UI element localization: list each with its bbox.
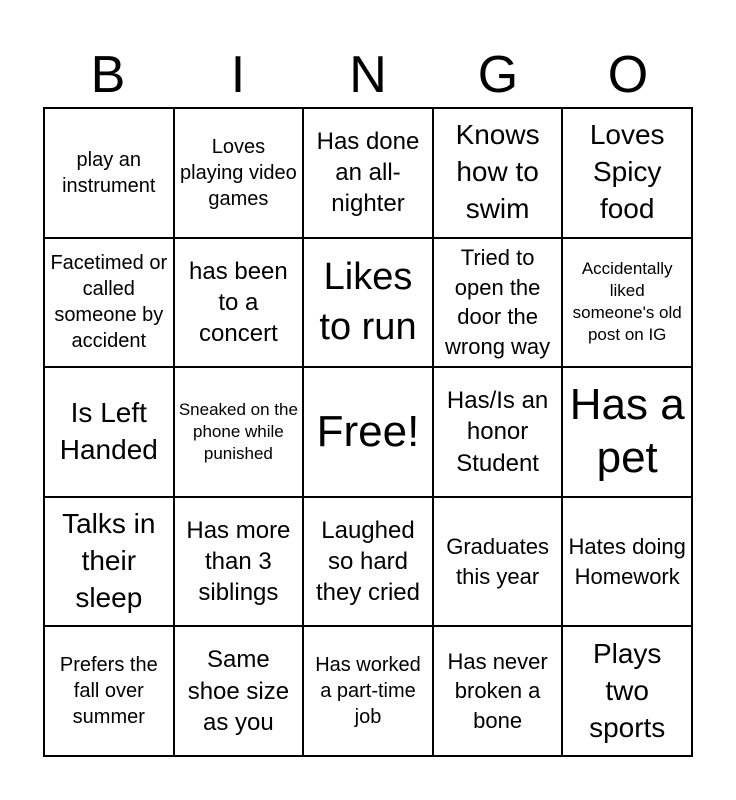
bingo-cell[interactable] (175, 498, 305, 628)
cell-text: Accidentally liked someone's old post on IG (572, 259, 682, 345)
header-letter-o: O (607, 46, 649, 104)
bingo-cell[interactable] (304, 239, 434, 369)
bingo-cell[interactable] (45, 498, 175, 628)
bingo-cell[interactable] (434, 368, 564, 498)
cell-text: has been to a concert (189, 257, 288, 347)
cell-text: Laughed so hard they cried (315, 516, 421, 607)
bingo-board (43, 107, 693, 757)
bingo-cell[interactable] (175, 109, 305, 239)
bingo-cell[interactable] (45, 627, 175, 757)
bingo-header (43, 46, 693, 104)
bingo-cell[interactable] (563, 239, 693, 369)
header-letter-g: G (477, 46, 519, 104)
cell-text: Graduates this year (446, 533, 549, 589)
cell-text: Has/Is an honor Student (446, 387, 549, 477)
bingo-cell[interactable] (563, 368, 693, 498)
bingo-cell[interactable] (304, 109, 434, 239)
cell-text: Is Left Handed (59, 397, 158, 465)
cell-text: Loves playing video games (180, 135, 297, 210)
cell-text: Free! (316, 406, 420, 456)
cell-text: Likes to run (319, 256, 417, 349)
bingo-cell[interactable] (434, 627, 564, 757)
bingo-cell[interactable] (45, 109, 175, 239)
bingo-cell[interactable] (304, 498, 434, 628)
bingo-cell[interactable] (304, 627, 434, 757)
cell-text: Facetimed or called someone by accident (50, 252, 168, 353)
free-space-cell[interactable] (304, 368, 434, 498)
cell-text: Sneaked on the phone while punished (178, 399, 298, 464)
cell-text: Prefers the fall over summer (59, 654, 158, 729)
header-letter-i: I (230, 46, 246, 104)
bingo-cell[interactable] (175, 239, 305, 369)
cell-text: Has a pet (569, 380, 685, 482)
cell-text: play an instrument (62, 148, 156, 197)
bingo-cell[interactable] (434, 109, 564, 239)
cell-text: Has more than 3 siblings (186, 516, 291, 607)
cell-text: Loves Spicy food (589, 119, 665, 225)
bingo-cell[interactable] (434, 239, 564, 369)
bingo-cell[interactable] (175, 627, 305, 757)
bingo-cell[interactable] (563, 498, 693, 628)
cell-text: Hates doing Homework (568, 533, 686, 589)
bingo-cell[interactable] (563, 109, 693, 239)
cell-text: Has done an all-nighter (316, 128, 420, 218)
bingo-cell[interactable] (175, 368, 305, 498)
cell-text: Plays two sports (589, 637, 666, 743)
cell-text: Talks in their sleep (62, 508, 156, 614)
cell-text: Same shoe size as you (187, 646, 290, 736)
bingo-cell[interactable] (45, 368, 175, 498)
cell-text: Has worked a part-time job (315, 654, 421, 729)
bingo-cell[interactable] (434, 498, 564, 628)
header-letter-n: N (349, 46, 387, 104)
bingo-cell[interactable] (45, 239, 175, 369)
header-letter-b: B (90, 46, 126, 104)
bingo-cell[interactable] (563, 627, 693, 757)
cell-text: Tried to open the door the wrong way (445, 245, 551, 360)
cell-text: Knows how to swim (455, 119, 540, 225)
cell-text: Has never broken a bone (447, 648, 548, 734)
